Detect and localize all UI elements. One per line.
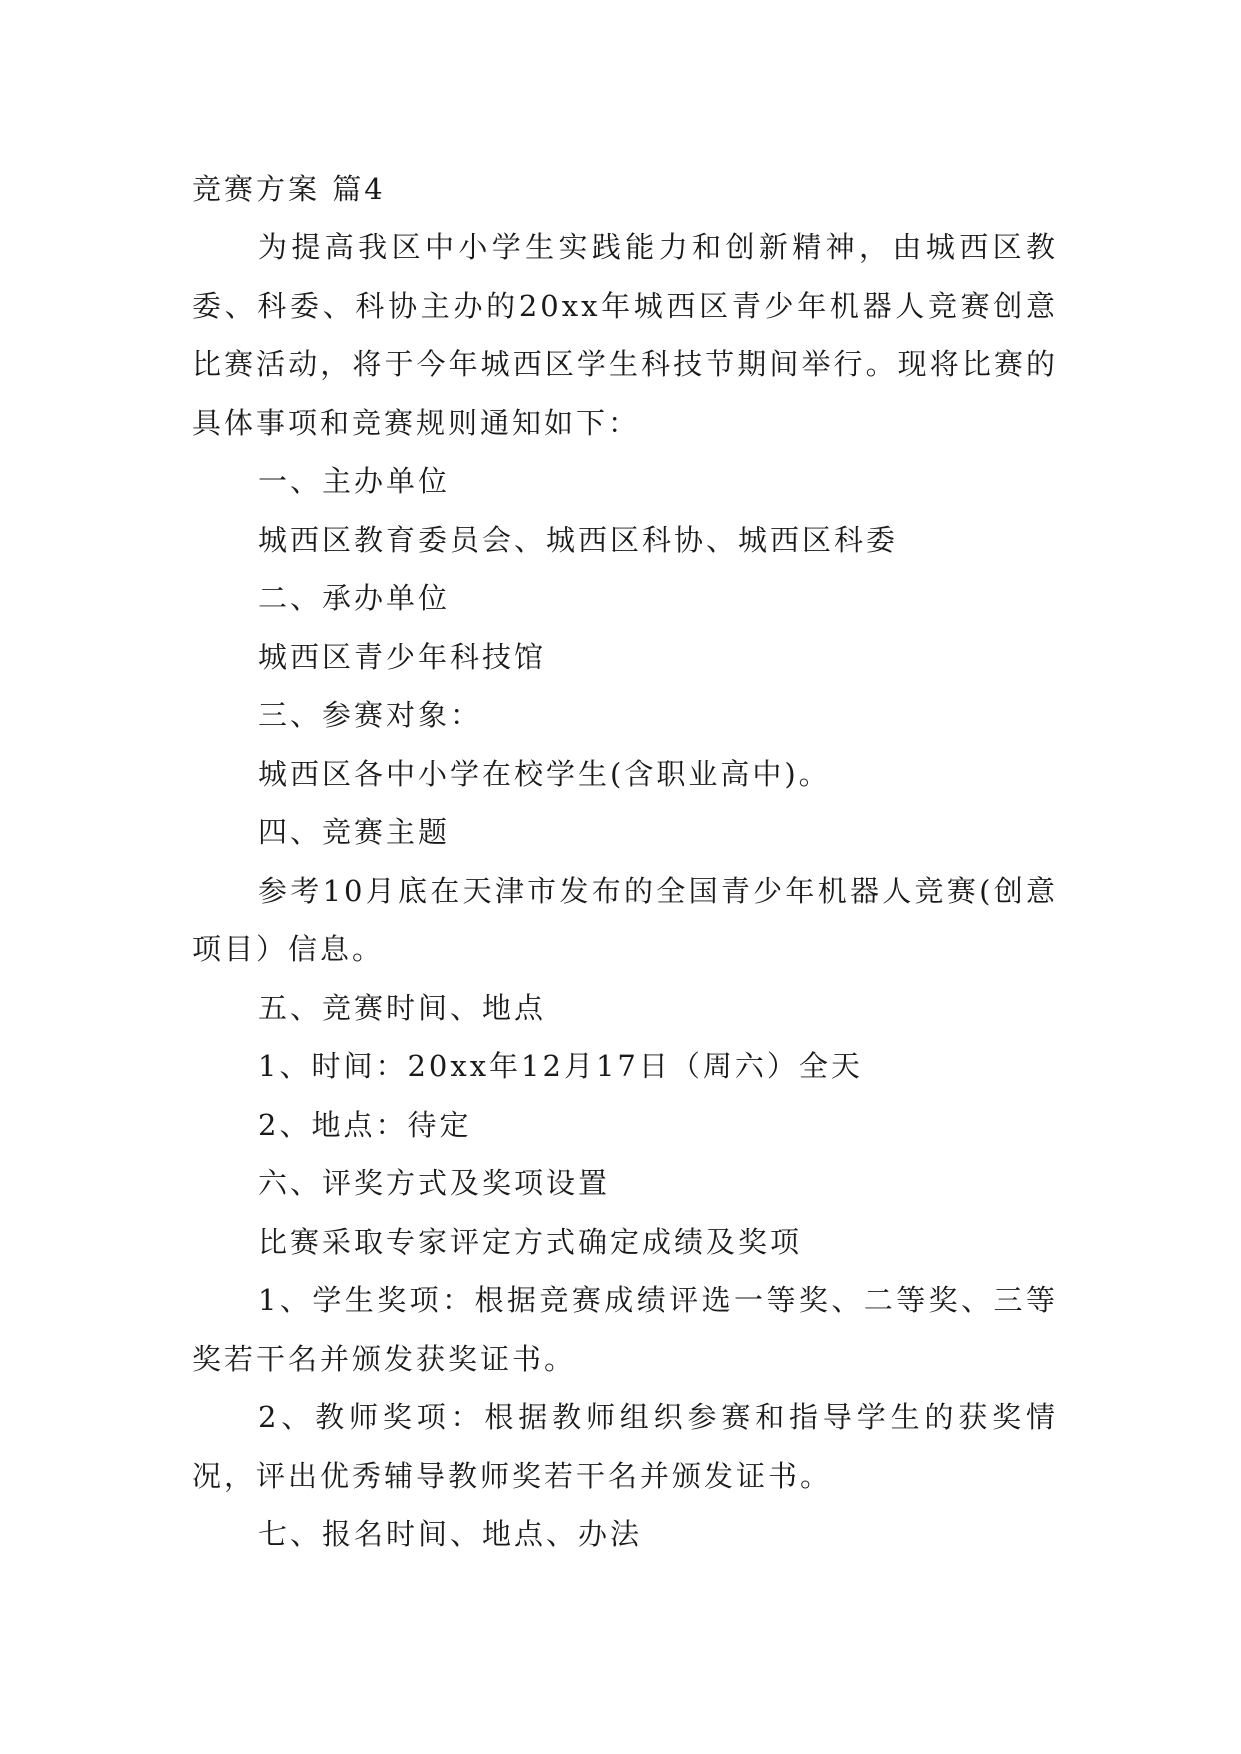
section-heading-theme: 四、竞赛主题 bbox=[258, 815, 451, 849]
participants-text: 城西区各中小学在校学生(含职业高中)。 bbox=[258, 756, 831, 791]
section-heading-registration: 七、报名时间、地点、办法 bbox=[258, 1517, 643, 1551]
document-body bbox=[192, 160, 1058, 1564]
host-text: 城西区青少年科技馆 bbox=[258, 639, 547, 674]
awards-method-text: 比赛采取专家评定方式确定成绩及奖项 bbox=[258, 1224, 803, 1259]
section-heading-participants: 三、参赛对象： bbox=[258, 698, 483, 732]
time-text: 1、时间：20xx年12月17日（周六）全天 bbox=[258, 1049, 863, 1083]
section-heading-time-place: 五、竞赛时间、地点 bbox=[258, 990, 547, 1025]
document-title: 竞赛方案 篇4 bbox=[192, 172, 386, 206]
section-heading-organizer: 一、主办单位 bbox=[258, 464, 451, 498]
place-text: 2、地点：待定 bbox=[258, 1107, 472, 1142]
organizer-text: 城西区教育委员会、城西区科协、城西区科委 bbox=[258, 522, 899, 557]
teacher-awards-text: 2、教师奖项：根据教师组织参赛和指导学生的获奖情况，评出优秀辅导教师奖若干名并颁发证书。 bbox=[192, 1400, 1058, 1493]
section-heading-host: 二、承办单位 bbox=[258, 581, 451, 615]
intro-paragraph: 为提高我区中小学生实践能力和创新精神，由城西区教委、科委、科协主办的20xx年城西区青少年机器人竞赛创意比赛活动，将于今年城西区学生科技节期间举行。现将比赛的具体事项和竞赛规则通知如下： bbox=[192, 230, 1058, 440]
theme-text: 参考10月底在天津市发布的全国青少年机器人竞赛(创意项目）信息。 bbox=[192, 873, 1058, 966]
student-awards-text: 1、学生奖项：根据竞赛成绩评选一等奖、二等奖、三等奖若干名并颁发获奖证书。 bbox=[192, 1283, 1058, 1376]
section-heading-awards: 六、评奖方式及奖项设置 bbox=[258, 1166, 611, 1200]
